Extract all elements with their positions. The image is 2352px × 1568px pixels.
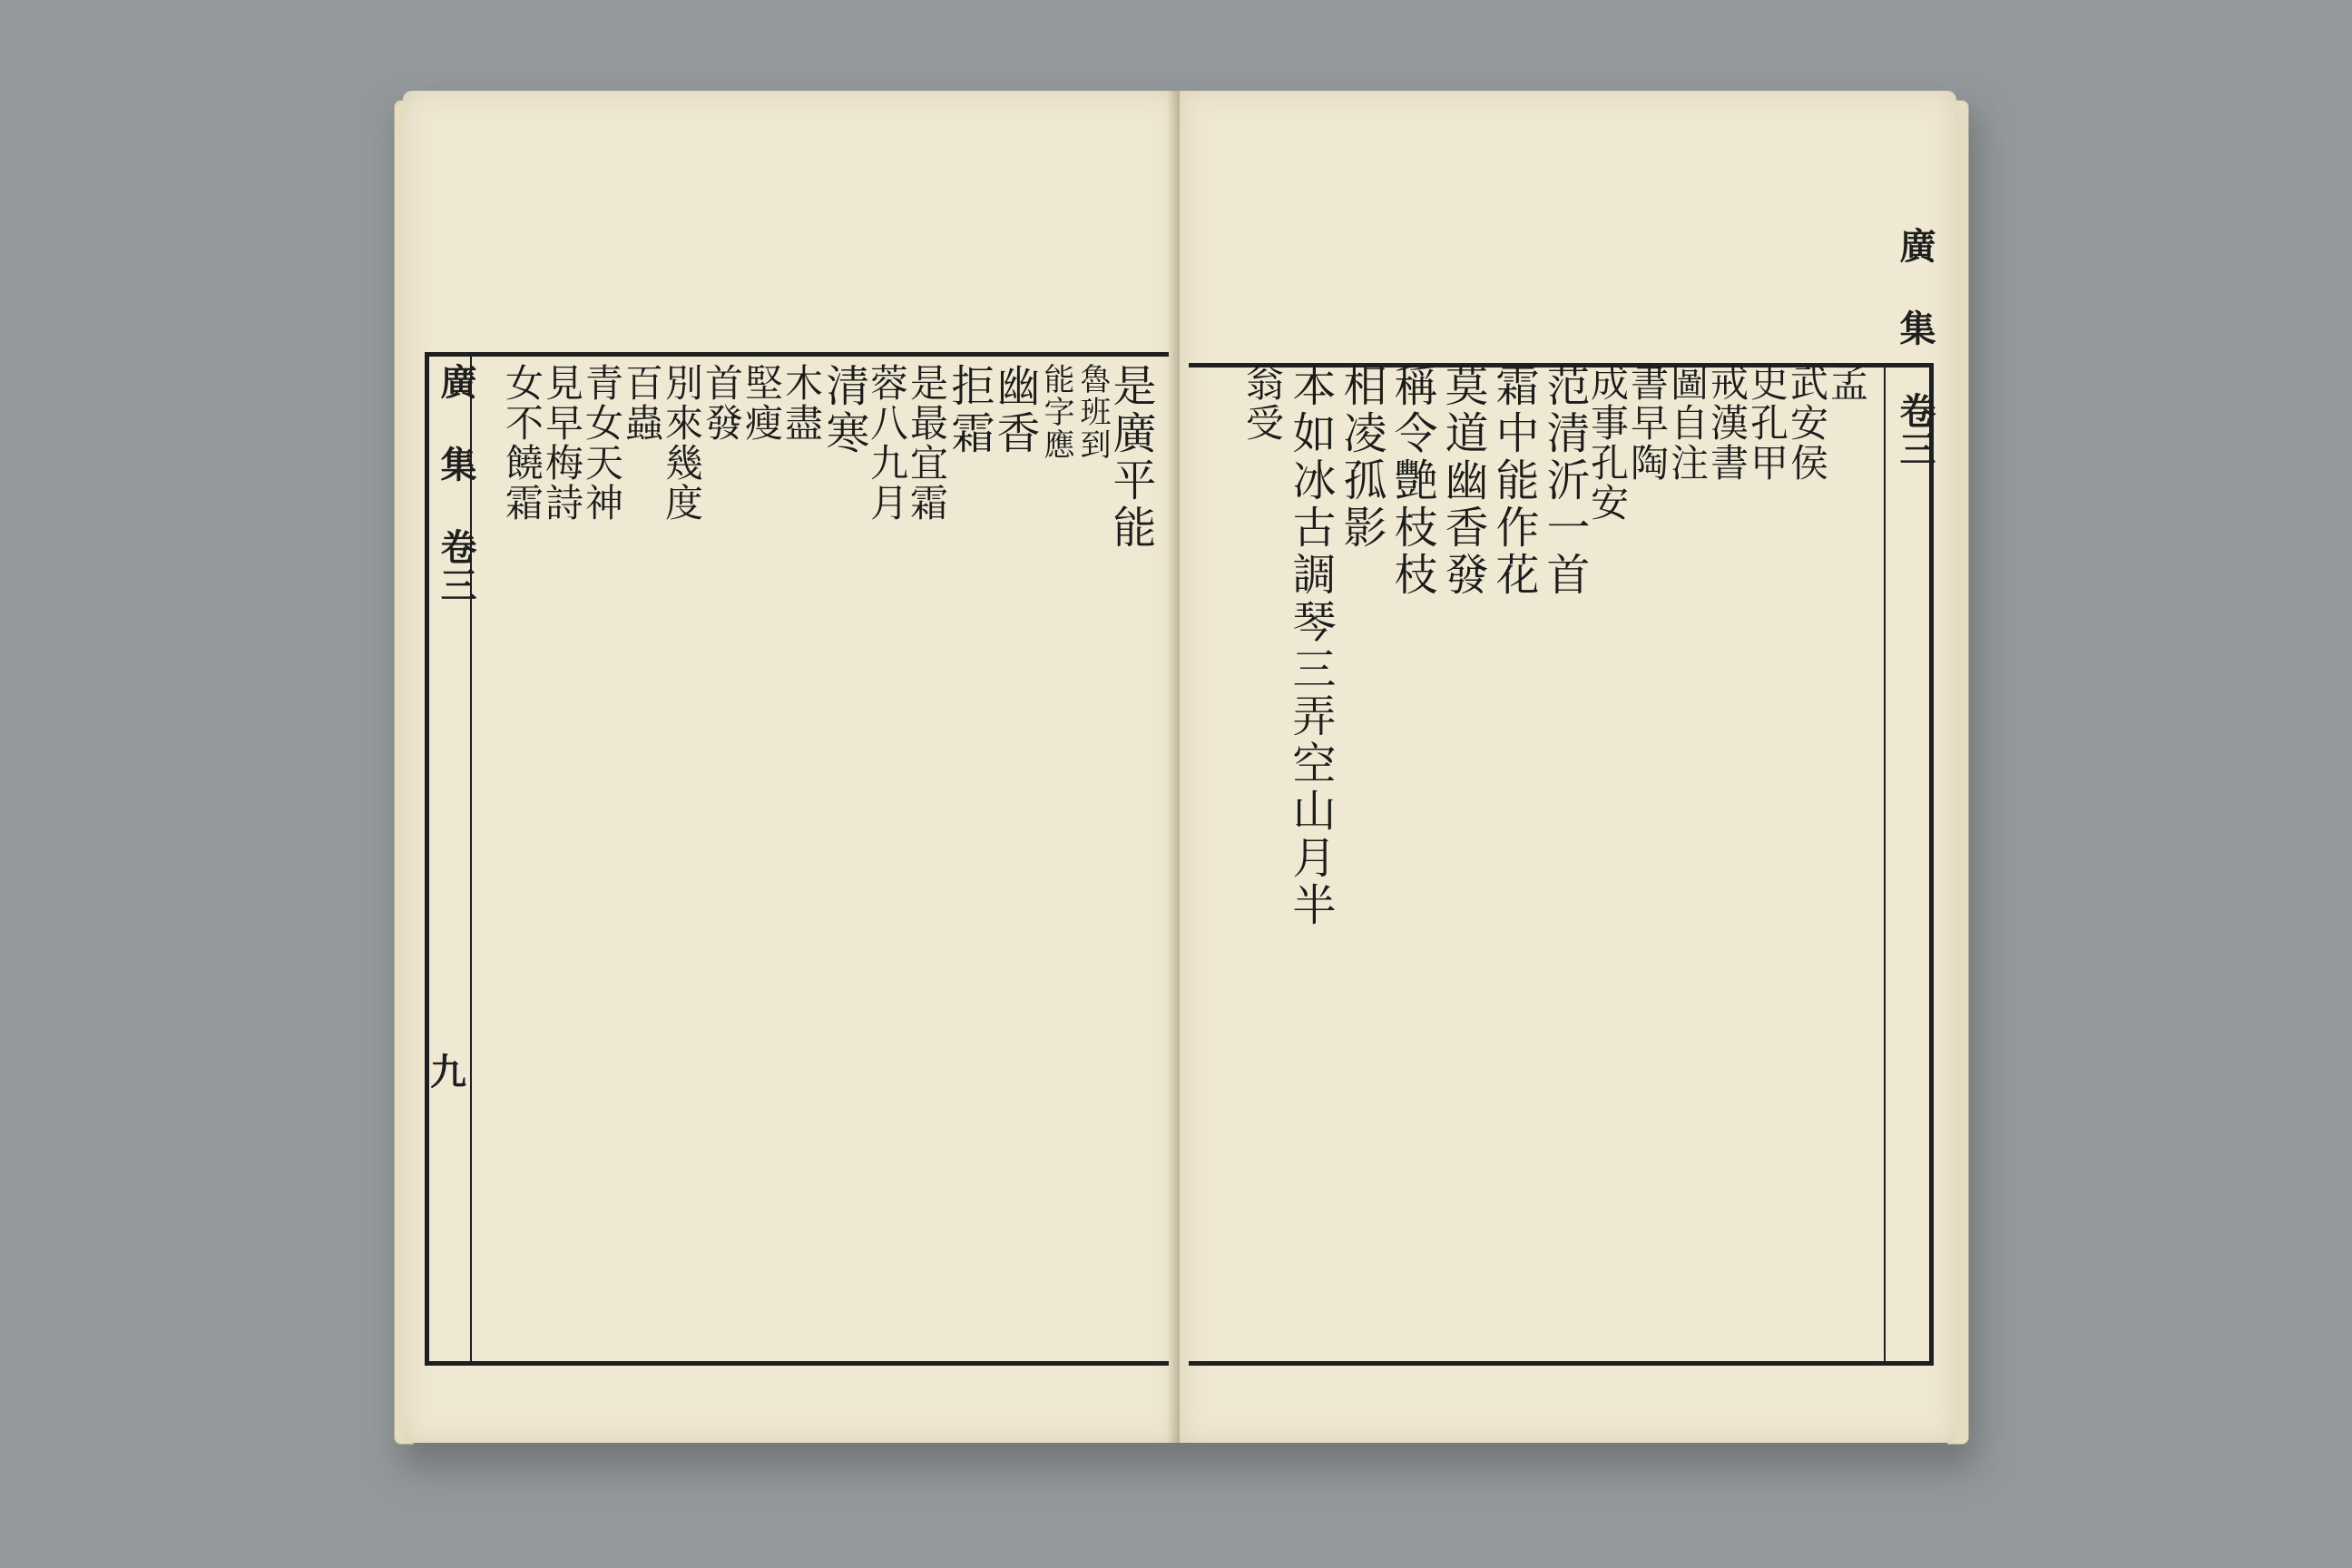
text-column: 女不饒霜: [500, 363, 544, 523]
text-column: 是最宜霜: [905, 363, 949, 523]
text-column: 拒霜: [944, 363, 995, 457]
text-column: 百蟲: [620, 363, 664, 443]
text-column: 書早陶: [1625, 363, 1670, 483]
outer-rule: [1929, 363, 1934, 1366]
text-column: 翁受: [1240, 363, 1285, 443]
text-column: 史孔甲: [1745, 363, 1789, 483]
page-number: 九: [430, 1051, 466, 1093]
text-column: 清寒: [818, 363, 869, 457]
text-column: 圖自注: [1665, 363, 1710, 483]
outer-rule: [425, 352, 429, 1364]
left-page: [403, 91, 1180, 1443]
top-rule: [425, 352, 1169, 357]
text-column: 戒漢書: [1705, 363, 1749, 483]
text-column: 莫道幽香發: [1437, 363, 1488, 599]
text-column: 相凌孤影: [1336, 363, 1387, 552]
open-book: [390, 82, 1969, 1452]
text-column: 木盡: [779, 363, 824, 443]
left-text-block: [485, 363, 1156, 1434]
text-column: 蓉八九月: [865, 363, 909, 523]
text-column: 青女天神: [580, 363, 624, 523]
margin-rule: [1884, 363, 1886, 1366]
margin-title: 廣 集 卷三: [1894, 227, 1936, 468]
text-column: 見早梅詩: [540, 363, 584, 523]
text-column: 稱令艷枝枝: [1387, 363, 1437, 599]
text-column: 武安侯: [1785, 363, 1829, 483]
text-column: 本如冰古調琴三弄空山月半: [1285, 363, 1336, 929]
right-text-block: [1198, 363, 1869, 1434]
poem-title: 范清沂一首: [1539, 363, 1590, 599]
text-column: 能字應: [1038, 363, 1074, 461]
right-page: [1180, 91, 1956, 1443]
text-column: 霜中能作花: [1488, 363, 1539, 599]
text-column: 首發: [700, 363, 744, 443]
text-column: 成事孔安: [1585, 363, 1630, 523]
text-column: 堅瘦: [740, 363, 784, 443]
text-column: 別來幾度: [660, 363, 704, 523]
text-column: 幽香: [989, 363, 1040, 457]
text-column: 是廣平能: [1105, 363, 1156, 552]
text-column: 魯班到: [1074, 363, 1111, 461]
margin-title: 廣 集 卷三: [435, 363, 477, 604]
text-column: 孟: [1825, 363, 1869, 403]
